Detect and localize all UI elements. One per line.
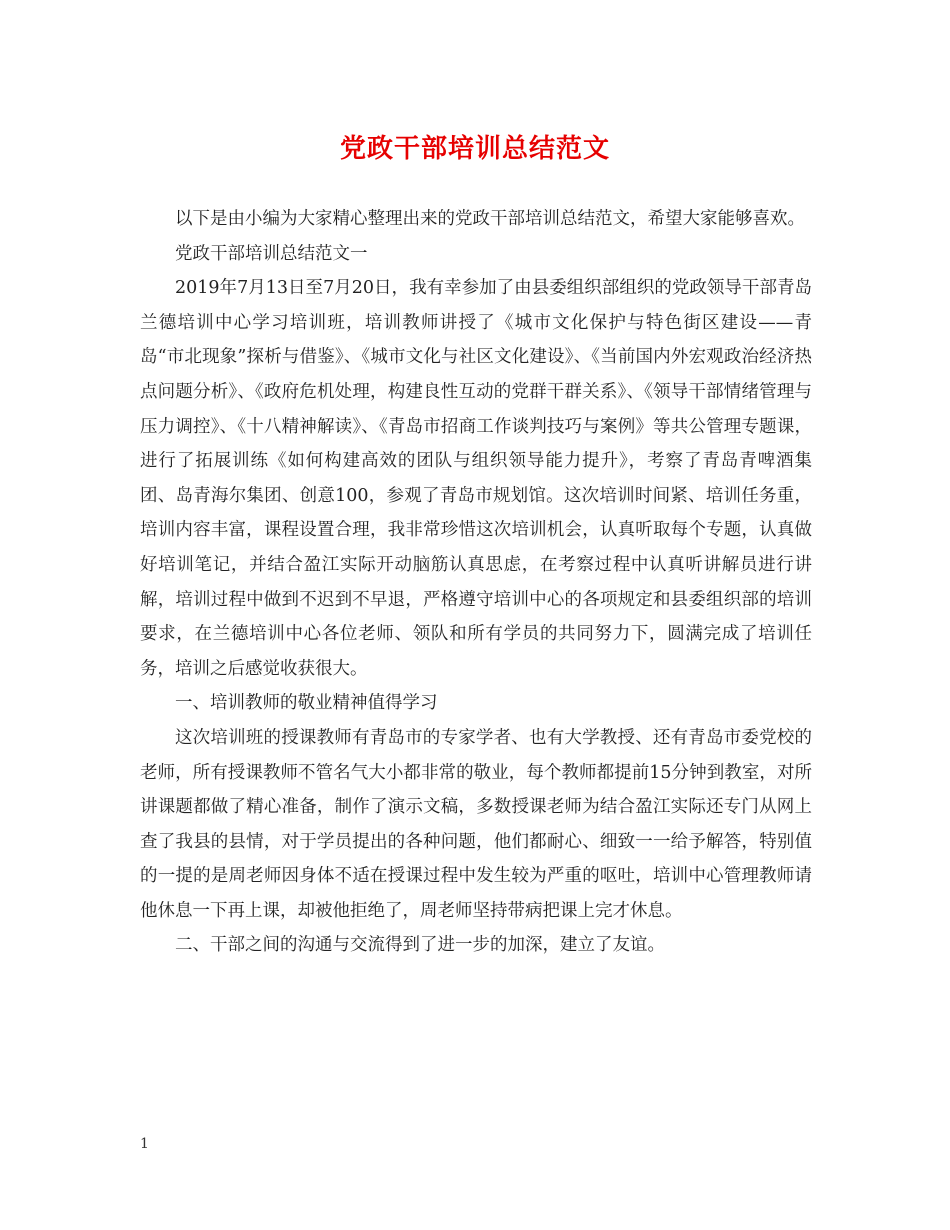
document-title: 党政干部培训总结范文	[339, 134, 610, 164]
body-paragraph: 这次培训班的授课教师有青岛市的专家学者、也有大学教授、还有青岛市委党校的老师，所有授课教师不管名气大小都非常的敬业，每个教师都提前15分钟到教室，对所讲课题都做了精心准备，制作了演示文稿，多数授课老师为结合盈江实际还专门从网上查了我县的县情，对于学员提出的各种问题，他们都耐心、细致一一给予解答，特别值的一提的是周老师因身体不适在授课过程中发生较为严重的呕吐，培训中心管理教师请他休息一下再上课，却被他拒绝了，周老师坚持带病把课上完才休息。	[140, 727, 812, 921]
page-number: 1	[140, 1136, 149, 1152]
section-heading-sample-one: 党政干部培训总结范文一	[175, 243, 368, 264]
document-body	[140, 202, 812, 963]
intro-paragraph: 以下是由小编为大家精心整理出来的党政干部培训总结范文，希望大家能够喜欢。	[175, 209, 805, 229]
section-heading-two: 二、干部之间的沟通与交流得到了进一步的加深，建立了友谊。	[175, 935, 665, 956]
body-paragraph: 2019年7月13日至7月20日，我有幸参加了由县委组织部组织的党政领导干部青岛兰德培训中心学习培训班，培训教师讲授了《城市文化保护与特色街区建设——青岛“市北现象”探析与借鉴》、《城市文化与社区文化建设》、《当前国内外宏观政治经济热点问题分析》、《政府危机处理，构建良性互动的党群干群关系》、《领导干部情绪管理与压力调控》、《十八精神解读》、《青岛市招商工作谈判技巧与案例》等共公管理专题课，进行了拓展训练《如何构建高效的团队与组织领导能力提升》，考察了青岛青啤酒集团、岛青海尔集团、创意100，参观了青岛市规划馆。这次培训时间紧、培训任务重，培训内容丰富，课程设置合理，我非常珍惜这次培训机会，认真听取每个专题，认真做好培训笔记，并结合盈江实际开动脑筋认真思虑，在考察过程中认真听讲解员进行讲解，培训过程中做到不迟到不早退，严格遵守培训中心的各项规定和县委组织部的培训要求，在兰德培训中心各位老师、领队和所有学员的共同努力下，圆满完成了培训任务，培训之后感觉收获很大。	[140, 278, 812, 679]
section-heading-one: 一、培训教师的敬业精神值得学习	[175, 693, 438, 714]
